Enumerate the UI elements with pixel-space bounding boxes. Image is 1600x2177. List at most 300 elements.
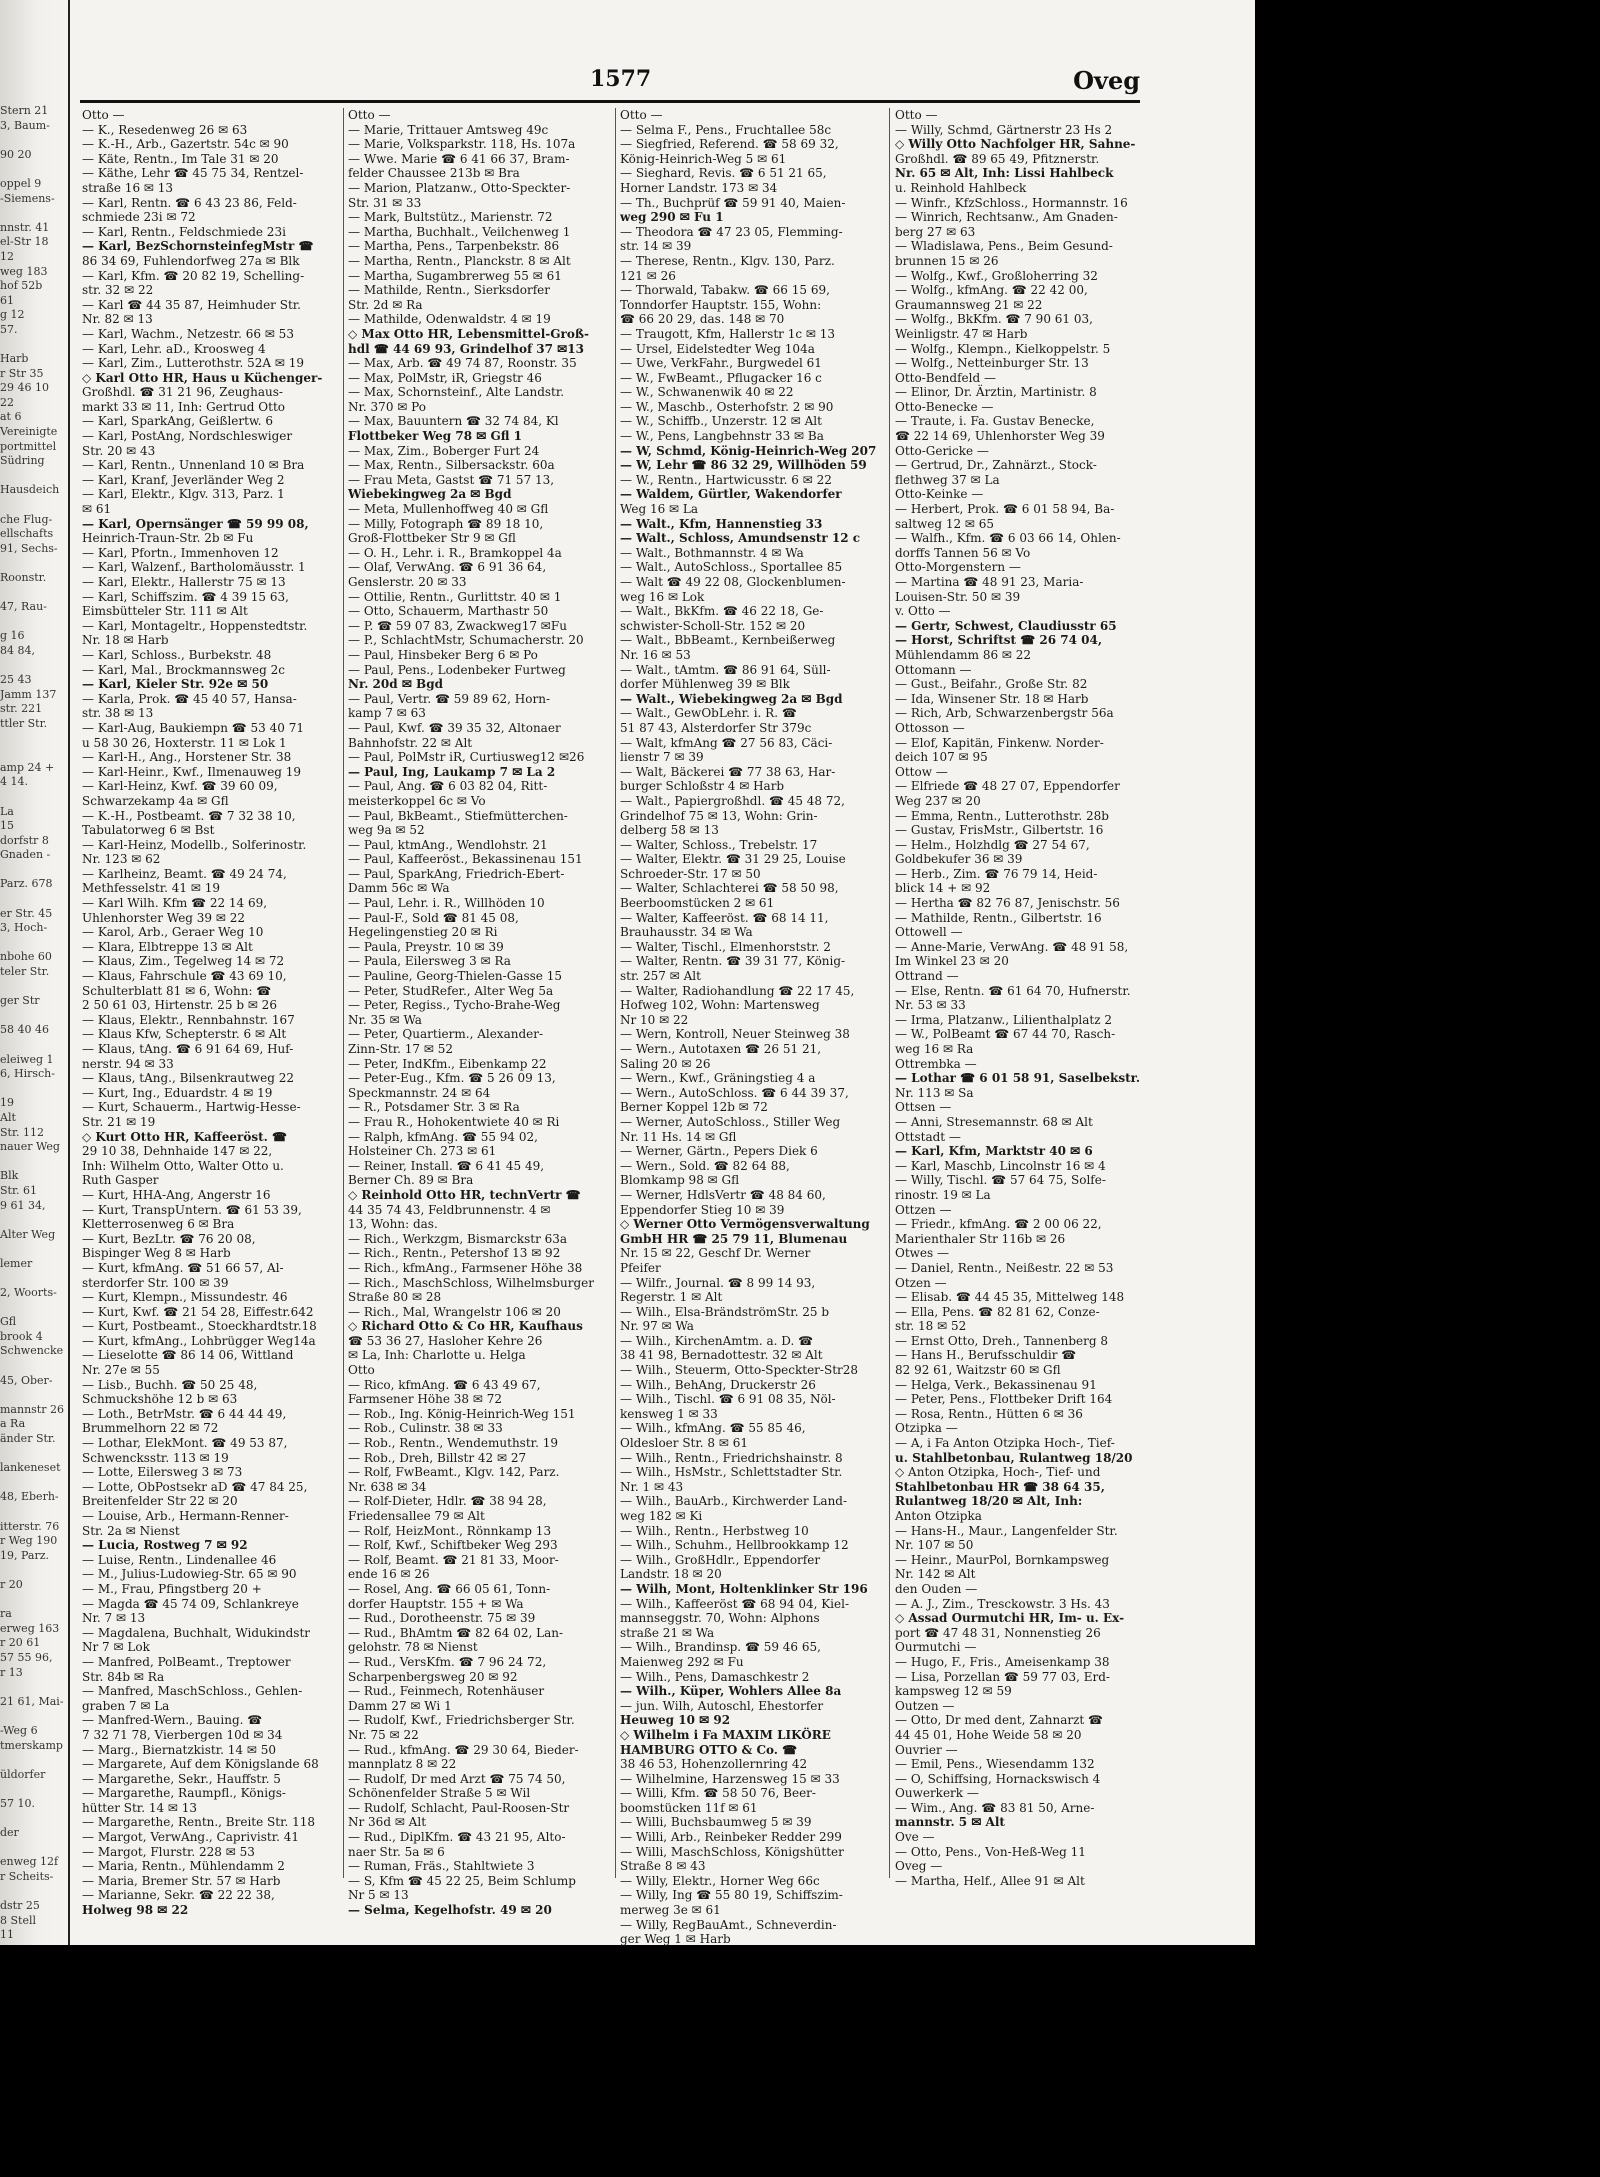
directory-entry-line: — Käthe, Lehr ☎ 45 75 34, Rentzel-	[82, 166, 304, 181]
directory-entry-line: — Wilh., Rentn., Herbstweg 10	[620, 1523, 809, 1538]
directory-entry-line: — Wilhelmine, Harzensweg 15 ✉ 33	[620, 1771, 840, 1786]
directory-entry-line: Ottosson —	[895, 720, 965, 735]
directory-entry-line: Nr. 18 ✉ Harb	[82, 633, 169, 648]
directory-entry-line: — Willy, Schmd, Gärtnerstr 23 Hs 2	[895, 122, 1113, 137]
directory-entry-line: Str. 31 ✉ 33	[348, 195, 422, 210]
directory-entry-line: Marienthaler Str 116b ✉ 26	[895, 1231, 1066, 1246]
directory-entry-line: — Rich., Werkzgm, Bismarckstr 63a	[348, 1231, 568, 1246]
directory-entry-line: Groß-Flottbeker Str 9 ✉ Gfl	[348, 531, 516, 546]
previous-page-fragment: amp 24 +	[0, 760, 55, 774]
directory-entry-line: — Walt., BkKfm. ☎ 46 22 18, Ge-	[620, 604, 824, 619]
previous-page-fragment: Stern 21	[0, 104, 49, 117]
directory-entry-line: — Karl, PostAng, Nordschleswiger	[82, 429, 293, 444]
previous-page-fragment: ttler Str.	[0, 716, 48, 730]
directory-entry-line: — Karl, BezSchornsteinfegMstr ☎	[82, 239, 314, 254]
directory-entry-line: — Herb., Zim. ☎ 76 79 14, Heid-	[895, 866, 1098, 881]
directory-entry-line: Breitenfelder Str 22 ✉ 20	[82, 1494, 238, 1509]
directory-entry-line: Brummelhorn 22 ✉ 72	[82, 1421, 219, 1436]
directory-entry-line: — Karl, Kranf, Jeverländer Weg 2	[82, 472, 285, 487]
directory-entry-line: ◇ Wilhelm i Fa MAXIM LIKÖRE	[620, 1727, 831, 1742]
directory-entry-line: Otzen —	[895, 1275, 947, 1290]
directory-entry-line: — Walter, Schloss., Trebelstr. 17	[620, 837, 818, 852]
previous-page-fragment: brook 4	[0, 1329, 43, 1343]
directory-entry-line: — Karl, Rentn., Feldschmiede 23i	[82, 224, 286, 239]
previous-page-fragment	[0, 863, 64, 878]
column-divider	[343, 108, 344, 1878]
directory-entry-line: Schwencksstr. 113 ✉ 19	[82, 1450, 229, 1465]
directory-entry-line: — Ida, Winsener Str. 18 ✉ Harb	[895, 691, 1089, 706]
directory-entry-line: — Walt., GewObLehr. i. R. ☎	[620, 706, 797, 721]
directory-entry-line: Otto-Bendfeld —	[895, 370, 996, 385]
directory-entry-line: — Wern, Kontroll, Neuer Steinweg 38	[620, 1027, 850, 1042]
directory-entry-line: — Margarethe, Raumpfl., Königs-	[82, 1786, 286, 1801]
directory-entry-line: — Paul, ktmAng., Wendlohstr. 21	[348, 837, 548, 852]
directory-entry-line: Otzipka —	[895, 1421, 958, 1436]
directory-entry-line: GmbH HR ☎ 25 79 11, Blumenau	[620, 1231, 848, 1246]
directory-entry-line: — jun. Wilh, Autoschl, Ehestorfer	[620, 1698, 824, 1713]
directory-entry-line: — Paul, Pens., Lodenbeker Furtweg	[348, 662, 566, 677]
directory-entry-line: — Magdalena, Buchhalt, Widukindstr	[82, 1625, 310, 1640]
previous-page-fragment: r Weg 190	[0, 1534, 58, 1548]
directory-entry-line: — Kurt, TranspUntern. ☎ 61 53 39,	[82, 1202, 302, 1217]
directory-entry-line: hdl ☎ 44 69 93, Grindelhof 37 ✉13	[348, 341, 584, 356]
previous-page-fragment: -Weg 6	[0, 1723, 38, 1737]
directory-entry-line: Scharpenbergsweg 20 ✉ 92	[348, 1669, 518, 1684]
directory-entry-line: — Ella, Pens. ☎ 82 81 62, Conze-	[895, 1304, 1100, 1319]
directory-entry-line: str. 18 ✉ 52	[895, 1319, 967, 1334]
directory-entry-line: — Karl, Schloss., Burbekstr. 48	[82, 647, 272, 662]
directory-entry-line: Nr. 107 ✉ 50	[895, 1538, 974, 1553]
directory-entry-line: Mühlendamm 86 ✉ 22	[895, 647, 1032, 662]
previous-page-fragment: 11	[0, 1928, 14, 1942]
directory-entry-line: — Rolf, Beamt. ☎ 21 81 33, Moor-	[348, 1552, 559, 1567]
directory-entry-line: ger Weg 1 ✉ Harb	[620, 1932, 731, 1947]
directory-entry-line: — Käte, Rentn., Im Tale 31 ✉ 20	[82, 151, 279, 166]
directory-entry-line: — Max, Zim., Boberger Furt 24	[348, 443, 540, 458]
directory-entry-line: Nr 10 ✉ 22	[620, 1012, 689, 1027]
directory-entry-line: — Karl, Mal., Brockmannsweg 2c	[82, 662, 286, 677]
directory-entry-line: Berner Ch. 89 ✉ Bra	[348, 1173, 474, 1188]
column-divider	[889, 108, 890, 1878]
directory-entry-line: — Wilh., BehAng, Druckerstr 26	[620, 1377, 816, 1392]
previous-page-fragment: nnstr. 41	[0, 220, 50, 234]
directory-entry-line: Nr. 123 ✉ 62	[82, 852, 161, 867]
directory-entry-line: — Walter, Radiohandlung ☎ 22 17 45,	[620, 983, 855, 998]
directory-entry-line: ◇ Richard Otto & Co HR, Kaufhaus	[348, 1319, 583, 1334]
directory-entry-line: — Kurt, kfmAng., Lohbrügger Weg14a	[82, 1333, 316, 1348]
directory-entry-line: Friedensallee 79 ✉ Alt	[348, 1509, 485, 1523]
previous-page-fragment: el-Str 18	[0, 235, 49, 249]
previous-page-fragment	[0, 1884, 64, 1899]
directory-entry-line: 38 46 53, Hohenzollernring 42	[620, 1757, 808, 1772]
directory-entry-line: — Margot, VerwAng., Caprivistr. 41	[82, 1830, 300, 1845]
previous-page-fragment: Jamm 137	[0, 687, 57, 701]
previous-page-fragment: r 20	[0, 1577, 23, 1591]
directory-entry-line: — A, i Fa Anton Otzipka Hoch-, Tief-	[895, 1436, 1115, 1451]
directory-entry-line: Ottstadt —	[895, 1129, 961, 1144]
directory-entry-line: Str. 2a ✉ Nienst	[82, 1523, 180, 1538]
directory-entry-line: — Walt., Wiebekingweg 2a ✉ Bgd	[620, 691, 843, 706]
directory-entry-line: — Martha, Helf., Allee 91 ✉ Alt	[895, 1873, 1085, 1888]
directory-entry-line: Bispinger Weg 8 ✉ Harb	[82, 1246, 231, 1261]
directory-entry-line: — Karl Wilh. Kfm ☎ 22 14 69,	[82, 896, 268, 911]
directory-entry-line: nerstr. 94 ✉ 33	[82, 1056, 174, 1071]
directory-entry-line: sterdorfer Str. 100 ✉ 39	[82, 1275, 229, 1290]
directory-entry-line: — Walter, Rentn. ☎ 39 31 77, König-	[620, 954, 846, 969]
directory-entry-line: — Wilh., Pens, Damaschkestr 2	[620, 1669, 810, 1684]
directory-entry-line: Str. 21 ✉ 19	[82, 1114, 156, 1129]
directory-entry-line: weg 16 ✉ Lok	[620, 589, 705, 604]
directory-entry-line: — Werner, HdlsVertr ☎ 48 84 60,	[620, 1187, 826, 1202]
directory-entry-line: — Thorwald, Tabakw. ☎ 66 15 69,	[620, 283, 830, 298]
directory-entry-line: — Peter, StudRefer., Alter Weg 5a	[348, 983, 554, 998]
directory-entry-line: — W, Schmd, König-Heinrich-Weg 207	[620, 443, 877, 458]
directory-entry-line: — Reiner, Install. ☎ 6 41 45 49,	[348, 1158, 545, 1173]
previous-page-fragment	[0, 732, 64, 747]
previous-page-fragment	[0, 1563, 64, 1578]
directory-entry-line: Eimsbütteler Str. 111 ✉ Alt	[82, 604, 248, 619]
previous-page-fragment: er Str. 45	[0, 906, 53, 920]
directory-entry-line: — Ursel, Eidelstedter Weg 104a	[620, 341, 815, 356]
previous-page-fragment: Vereinigte	[0, 425, 58, 439]
directory-entry-line: — Marie, Volksparkstr. 118, Hs. 107a	[348, 137, 576, 152]
previous-page-fragment: Parz. 678	[0, 877, 53, 891]
directory-entry-line: Nr. 113 ✉ Sa	[895, 1085, 974, 1100]
directory-entry-line: — Rob., Culinstr. 38 ✉ 33	[348, 1421, 503, 1436]
directory-entry-line: — Karl, Opernsänger ☎ 59 99 08,	[82, 516, 309, 531]
directory-entry-line: — Walt., tAmtm. ☎ 86 91 64, Süll-	[620, 662, 831, 677]
previous-page-fragment	[0, 1242, 64, 1257]
directory-entry-line: — Peter, IndKfm., Eibenkamp 22	[348, 1056, 547, 1071]
directory-entry-line: Nr. 97 ✉ Wa	[620, 1319, 694, 1334]
directory-entry-line: — Willi, Buchsbaumweg 5 ✉ 39	[620, 1815, 812, 1830]
directory-entry-line: Outzen —	[895, 1698, 955, 1713]
previous-page-fragment: weg 183	[0, 264, 48, 278]
previous-page-fragment: 29 46 10	[0, 381, 49, 395]
directory-entry-line: — Elinor, Dr. Ärztin, Martinistr. 8	[895, 385, 1097, 400]
page-heading: Oveg	[1073, 66, 1140, 95]
directory-entry-line: — Karl-Heinr., Kwf., Ilmenauweg 19	[82, 764, 302, 779]
directory-entry-line: Ottomann —	[895, 662, 972, 677]
directory-entry-line: 38 41 98, Bernadottestr. 32 ✉ Alt	[620, 1348, 823, 1363]
directory-entry-line: Nr. 142 ✉ Alt	[895, 1567, 976, 1582]
directory-entry-line: — Paula, Preystr. 10 ✉ 39	[348, 939, 504, 954]
directory-entry-line: Holsteiner Ch. 273 ✉ 61	[348, 1144, 497, 1159]
directory-entry-line: — P., SchlachtMstr, Schumacherstr. 20	[348, 633, 584, 648]
directory-entry-line: — Elof, Kapitän, Finkenw. Norder-	[895, 735, 1104, 750]
directory-entry-line: — Lothar ☎ 6 01 58 91, Saselbekstr.	[895, 1071, 1141, 1086]
directory-entry-line: — Willi, Kfm. ☎ 58 50 76, Beer-	[620, 1786, 816, 1801]
previous-page-fragment: nbohe 60	[0, 950, 52, 964]
directory-entry-line: — Mathilde, Rentn., Gilbertstr. 16	[895, 910, 1102, 925]
directory-entry-line: — Klaus, Fahrschule ☎ 43 69 10,	[82, 969, 287, 984]
directory-entry-line: — Karl, Kieler Str. 92e ✉ 50	[82, 677, 269, 692]
directory-entry-line: — Paul, Lehr. i. R., Willhöden 10	[348, 896, 545, 911]
previous-page-fragment	[0, 892, 64, 907]
directory-entry-line: — O. H., Lehr. i. R., Bramkoppel 4a	[348, 545, 562, 560]
directory-entry-line: — Martha, Sugambrerweg 55 ✉ 61	[348, 268, 562, 283]
previous-page-fragment: Roonstr.	[0, 571, 47, 584]
previous-page-fragment	[0, 1593, 64, 1608]
directory-entry-line: — W., Schiffb., Unzerstr. 12 ✉ Alt	[620, 414, 822, 429]
directory-entry-line: — Anne-Marie, VerwAng. ☎ 48 91 58,	[895, 939, 1129, 954]
directory-entry-line: — Karl-Aug, Baukiempn ☎ 53 40 71	[82, 720, 304, 735]
directory-entry-line: — Hugo, F., Fris., Ameisenkamp 38	[895, 1654, 1110, 1669]
directory-entry-line: felder Chaussee 213b ✉ Bra	[348, 166, 520, 181]
previous-page-fragment	[0, 659, 64, 674]
directory-entry-line: — Max, PolMstr, iR, Griegstr 46	[348, 370, 542, 385]
directory-entry-line: — Therese, Rentn., Klgv. 130, Parz.	[620, 253, 835, 268]
directory-entry-line: — Mark, Bultstütz., Marienstr. 72	[348, 210, 553, 225]
previous-page-fragment: der	[0, 1826, 19, 1840]
directory-entry-line: port ☎ 47 48 31, Nonnenstieg 26	[895, 1625, 1101, 1640]
directory-entry-line: hütter Str. 14 ✉ 13	[82, 1800, 198, 1815]
directory-entry-line: — Willi, MaschSchloss, Königshütter	[620, 1844, 844, 1859]
directory-entry-line: weg 16 ✉ Ra	[895, 1042, 974, 1056]
previous-page-fragments	[0, 104, 64, 1943]
directory-entry-line: — Karl, Pfortn., Immenhoven 12	[82, 545, 279, 560]
directory-entry-line: — Klaus Kfw, Schepterstr. 6 ✉ Alt	[82, 1027, 287, 1042]
directory-entry-line: — Wilh., Elsa-BrändströmStr. 25 b	[620, 1304, 830, 1319]
directory-entry-line: — Karla, Prok. ☎ 45 40 57, Hansa-	[82, 691, 297, 706]
previous-page-fragment: 4 14.	[0, 775, 28, 789]
previous-page-fragment: 12	[0, 249, 14, 263]
directory-entry-line: Schulterblatt 81 ✉ 6, Wohn: ☎	[82, 983, 272, 998]
directory-entry-line: — Gertrud, Dr., Zahnärzt., Stock-	[895, 458, 1097, 473]
directory-entry-line: — Elfriede ☎ 48 27 07, Eppendorfer	[895, 779, 1120, 794]
directory-entry-line: — Gust., Beifahr., Große Str. 82	[895, 677, 1088, 692]
directory-entry-line: weg 182 ✉ Ki	[620, 1509, 703, 1523]
directory-entry-line: Damm 27 ✉ Wi 1	[348, 1698, 452, 1713]
directory-entry-line: — Otto, Schauerm, Marthastr 50	[348, 604, 549, 619]
previous-page-fragment: 25 43	[0, 673, 32, 687]
directory-entry-line: — Wilh., Brandinsp. ☎ 59 46 65,	[620, 1640, 821, 1655]
directory-entry-line: Otto —	[82, 108, 125, 122]
directory-entry-line: Nr. 20d ✉ Bgd	[348, 677, 443, 692]
directory-entry-line: Nr. 35 ✉ Wa	[348, 1012, 422, 1027]
directory-entry-line: Otto-Benecke —	[895, 399, 994, 414]
previous-page-fragment: Str. 112	[0, 1125, 44, 1139]
directory-entry-line: v. Otto —	[895, 604, 951, 619]
directory-entry-line: Nr. 7 ✉ 13	[82, 1611, 146, 1626]
directory-entry-line: Tonndorfer Hauptstr. 155, Wohn:	[620, 297, 822, 312]
directory-entry-line: ☎ 53 36 27, Hasloher Kehre 26	[348, 1333, 543, 1348]
previous-page-fragment	[0, 615, 64, 630]
directory-entry-line: — Walter, Schlachterei ☎ 58 50 98,	[620, 881, 839, 896]
directory-entry-line: — Walter, Kaffeeröst. ☎ 68 14 11,	[620, 910, 829, 925]
directory-entry-line: Nr. 16 ✉ 53	[620, 647, 691, 662]
directory-entry-line: Hofweg 102, Wohn: Martensweg	[620, 998, 820, 1013]
previous-page-fragment: ra	[0, 1607, 12, 1621]
previous-page-fragment: ger Str	[0, 994, 40, 1008]
directory-entry-line: Im Winkel 23 ✉ 20	[895, 954, 1009, 969]
directory-entry-line: — Loth., BetrMstr. ☎ 6 44 44 49,	[82, 1406, 287, 1421]
previous-page-fragment: erweg 163	[0, 1621, 60, 1635]
directory-entry-line: markt 33 ✉ 11, Inh: Gertrud Otto	[82, 399, 285, 414]
directory-entry-line: — Rob., Ing. König-Heinrich-Weg 151	[348, 1406, 576, 1421]
directory-entry-line: — Max, Arb. ☎ 49 74 87, Roonstr. 35	[348, 356, 577, 371]
directory-entry-line: Weinligstr. 47 ✉ Harb	[895, 326, 1028, 341]
directory-entry-line: — Siegfried, Referend. ☎ 58 69 32,	[620, 137, 839, 152]
previous-page-fragment	[0, 1301, 64, 1316]
directory-entry-line: 44 35 74 43, Feldbrunnenstr. 4 ✉	[348, 1202, 551, 1217]
previous-page-fragment: hof 52b	[0, 279, 43, 293]
directory-entry-line: Inh: Wilhelm Otto, Walter Otto u.	[82, 1158, 284, 1173]
directory-entry-line: — Peter, Pens., Flottbeker Drift 164	[895, 1392, 1113, 1407]
directory-entry-line: Ottrand —	[895, 969, 959, 984]
directory-entry-line: — Wolfg., Klempn., Kielkoppelstr. 5	[895, 341, 1111, 356]
directory-entry-line: — R., Potsdamer Str. 3 ✉ Ra	[348, 1100, 520, 1115]
directory-entry-line: — Rudolf, Dr med Arzt ☎ 75 74 50,	[348, 1771, 566, 1786]
directory-entry-line: — Klara, Elbtreppe 13 ✉ Alt	[82, 939, 253, 954]
directory-entry-line: — Karl, Wachm., Netzestr. 66 ✉ 53	[82, 326, 294, 341]
directory-entry-line: — Maria, Rentn., Mühlendamm 2	[82, 1859, 285, 1874]
directory-entry-line: — Karl, Kfm. ☎ 20 82 19, Schelling-	[82, 268, 305, 283]
directory-entry-line: — Kurt, Kwf. ☎ 21 54 28, Eiffestr.642	[82, 1304, 314, 1319]
directory-entry-line: ◇ Assad Ourmutchi HR, Im- u. Ex-	[895, 1611, 1125, 1626]
directory-entry-line: — Wolfg., Netteinburger Str. 13	[895, 356, 1089, 371]
directory-entry-line: Schwarzekamp 4a ✉ Gfl	[82, 793, 229, 808]
previous-page-fragment: tmerskamp	[0, 1738, 63, 1752]
directory-entry-line: Nr. 75 ✉ 22	[348, 1727, 419, 1742]
directory-entry-line: — Magda ☎ 45 74 09, Schlankreye	[82, 1596, 299, 1611]
directory-entry-line: Ove —	[895, 1830, 935, 1845]
directory-entry-line: Zinn-Str. 17 ✉ 52	[348, 1042, 453, 1056]
directory-entry-line: — Traugott, Kfm, Hallerstr 1c ✉ 13	[620, 326, 836, 341]
directory-entry-line: blick 14 + ✉ 92	[895, 881, 991, 896]
previous-page-fragment: oppel 9	[0, 176, 42, 190]
directory-entry-line: — Karl-H., Ang., Horstener Str. 38	[82, 750, 292, 765]
directory-entry-line: — K.-H., Arb., Gazertstr. 54c ✉ 90	[82, 137, 289, 152]
directory-entry-line: — Lisb., Buchh. ☎ 50 25 48,	[82, 1377, 258, 1392]
directory-entry-line: Graumannsweg 21 ✉ 22	[895, 297, 1043, 312]
directory-entry-line: — Wern., Autotaxen ☎ 26 51 21,	[620, 1042, 822, 1056]
directory-entry-line: — Marianne, Sekr. ☎ 22 22 38,	[82, 1888, 275, 1903]
directory-entry-line: Rulantweg 18/20 ✉ Alt, Inh:	[895, 1494, 1083, 1509]
directory-entry-line: — Mathilde, Odenwaldstr. 4 ✉ 19	[348, 312, 551, 327]
directory-entry-line: — Hans-H., Maur., Langenfelder Str.	[895, 1523, 1118, 1538]
directory-entry-line: ☎ 66 20 29, das. 148 ✉ 70	[620, 312, 785, 327]
directory-entry-line: Weg 237 ✉ 20	[895, 793, 981, 808]
directory-entry-line: — Rosa, Rentn., Hütten 6 ✉ 36	[895, 1406, 1083, 1421]
directory-entry-line: Nr. 65 ✉ Alt, Inh: Lissi Hahlbeck	[895, 166, 1114, 181]
directory-entry-line: Hegelingenstieg 20 ✉ Ri	[348, 925, 498, 940]
directory-entry-line: — Kurt, kfmAng. ☎ 51 66 57, Al-	[82, 1260, 284, 1275]
directory-entry-line: ✉ 61	[82, 502, 112, 517]
directory-entry-line: — Walt., Bothmannstr. 4 ✉ Wa	[620, 545, 804, 560]
directory-entry-line: — Rudolf, Schlacht, Paul-Roosen-Str	[348, 1800, 570, 1815]
directory-entry-line: Ouwerkerk —	[895, 1786, 979, 1801]
directory-entry-line: — Kurt, HHA-Ang, Angerstr 16	[82, 1187, 271, 1202]
directory-entry-line: — Martha, Pens., Tarpenbekstr. 86	[348, 239, 560, 254]
directory-entry-line: berg 27 ✉ 63	[895, 224, 976, 239]
directory-entry-line: HAMBURG OTTO & Co. ☎	[620, 1742, 798, 1757]
directory-entry-line: meisterkoppel 6c ✉ Vo	[348, 793, 486, 808]
directory-entry-line: — Martha, Buchhalt., Veilchenweg 1	[348, 224, 571, 239]
previous-page-fragment: Blk	[0, 1169, 19, 1183]
directory-entry-line: straße 21 ✉ Wa	[620, 1625, 715, 1640]
directory-entry-line: dorffs Tannen 56 ✉ Vo	[895, 545, 1031, 560]
directory-entry-line: — Wilh., Kaffeeröst ☎ 68 94 04, Kiel-	[620, 1596, 850, 1611]
previous-page-fragment	[0, 586, 64, 601]
directory-entry-line: — Else, Rentn. ☎ 61 64 70, Hufnerstr.	[895, 983, 1131, 998]
directory-entry-line: schmiede 23i ✉ 72	[82, 210, 196, 225]
directory-entry-line: — Otto, Pens., Von-Heß-Weg 11	[895, 1844, 1086, 1859]
previous-page-fragment: str. 221	[0, 702, 43, 716]
directory-entry-line: Nr. 11 Hs. 14 ✉ Gfl	[620, 1129, 737, 1144]
directory-entry-line: — Lucia, Rostweg 7 ✉ 92	[82, 1538, 248, 1553]
directory-entry-line: str. 38 ✉ 13	[82, 706, 154, 721]
directory-entry-line: — Rolf, Kwf., Schiftbeker Weg 293	[348, 1538, 558, 1553]
directory-entry-line: u. Stahlbetonbau, Rulantweg 18/20	[895, 1450, 1133, 1465]
directory-entry-line: — Sieghard, Revis. ☎ 6 51 21 65,	[620, 166, 827, 181]
directory-entry-line: — S, Kfm ☎ 45 22 25, Beim Schlump	[348, 1873, 576, 1888]
directory-entry-line: — Max, Bauuntern ☎ 32 74 84, Kl	[348, 414, 559, 429]
directory-entry-line: — Wladislawa, Pens., Beim Gesund-	[895, 239, 1113, 254]
directory-entry-line: mannseggstr. 70, Wohn: Alphons	[620, 1611, 820, 1626]
directory-entry-line: weg 9a ✉ 52	[348, 823, 425, 838]
directory-entry-line: — Wilh., HsMstr., Schlettstadter Str.	[620, 1465, 843, 1480]
directory-entry-line: Nr. 53 ✉ 33	[895, 998, 966, 1013]
column-3	[620, 108, 882, 1947]
directory-entry-line: 82 92 61, Waitzstr 60 ✉ Gfl	[895, 1363, 1061, 1378]
directory-entry-line: Straße 8 ✉ 43	[620, 1859, 706, 1874]
column-divider	[615, 108, 616, 1878]
directory-entry-line: — Horst, Schriftst ☎ 26 74 04,	[895, 633, 1103, 648]
previous-page-fragment: ellschafts	[0, 527, 54, 541]
directory-entry-line: — Marie, Trittauer Amtsweg 49c	[348, 122, 549, 137]
directory-entry-line: — K., Resedenweg 26 ✉ 63	[82, 122, 248, 137]
directory-entry-line: — Heinr., MaurPol, Bornkampsweg	[895, 1552, 1110, 1567]
previous-page-fragment: portmittel	[0, 439, 57, 453]
directory-entry-line: — Ruman, Fräs., Stahltwiete 3	[348, 1859, 535, 1874]
directory-entry-line: — Walt ☎ 49 22 08, Glockenblumen-	[620, 575, 846, 589]
previous-page-fragment: itterstr. 76	[0, 1519, 60, 1533]
previous-page-fragment: 58 40 46	[0, 1023, 49, 1037]
directory-entry-line: — Walt., Schloss, Amundsenstr 12 c	[620, 531, 861, 546]
previous-page-fragment	[0, 1038, 64, 1053]
directory-entry-line: graben 7 ✉ La	[82, 1698, 170, 1713]
directory-entry-line: 29 10 38, Dehnhaide 147 ✉ 22,	[82, 1144, 273, 1159]
directory-entry-line: weg 290 ✉ Fu 1	[620, 210, 724, 225]
directory-entry-line: Otto —	[348, 108, 391, 122]
directory-entry-line: — Karl, Kfm, Marktstr 40 ✉ 6	[895, 1144, 1093, 1159]
directory-entry-line: — Marion, Platzanw., Otto-Speckter-	[348, 180, 571, 195]
directory-entry-line: Tabulatorweg 6 ✉ Bst	[82, 823, 215, 838]
previous-page-spine	[0, 0, 70, 1945]
directory-entry-line: — Wilh., Schuhm., Hellbrookkamp 12	[620, 1538, 849, 1553]
directory-entry-line: — Rich., MaschSchloss, Wilhelmsburger	[348, 1275, 594, 1290]
previous-page-fragment	[0, 1388, 64, 1403]
directory-entry-line: flethweg 37 ✉ La	[895, 472, 1000, 487]
previous-page-fragment	[0, 980, 64, 995]
directory-entry-line: — Paula, Eilersweg 3 ✉ Ra	[348, 954, 511, 969]
directory-entry-line: — Lieselotte ☎ 86 14 06, Wittland	[82, 1348, 294, 1363]
directory-entry-line: — Hans H., Berufsschuldir ☎	[895, 1348, 1077, 1363]
directory-entry-line: — Rolf, FwBeamt., Klgv. 142, Parz.	[348, 1465, 560, 1480]
directory-entry-line: Nr. 1 ✉ 43	[620, 1479, 684, 1494]
previous-page-fragment: enweg 12f	[0, 1855, 59, 1869]
directory-entry-line: Heuweg 10 ✉ 92	[620, 1713, 731, 1728]
directory-entry-line: Ottsen —	[895, 1100, 952, 1115]
directory-entry-line: — Willy, Ing ☎ 55 80 19, Schiffszim-	[620, 1888, 843, 1903]
directory-entry-line: rinostr. 19 ✉ La	[895, 1187, 991, 1202]
directory-entry-line: — W., Schwanenwik 40 ✉ 22	[620, 385, 794, 400]
directory-entry-line: — Peter, Regiss., Tycho-Brahe-Weg	[348, 998, 561, 1013]
directory-entry-line: Goldbekufer 36 ✉ 39	[895, 852, 1023, 867]
directory-entry-line: — Helga, Verk., Bekassinenau 91	[895, 1377, 1097, 1392]
directory-entry-line: — Werner, Gärtn., Pepers Diek 6	[620, 1144, 818, 1159]
